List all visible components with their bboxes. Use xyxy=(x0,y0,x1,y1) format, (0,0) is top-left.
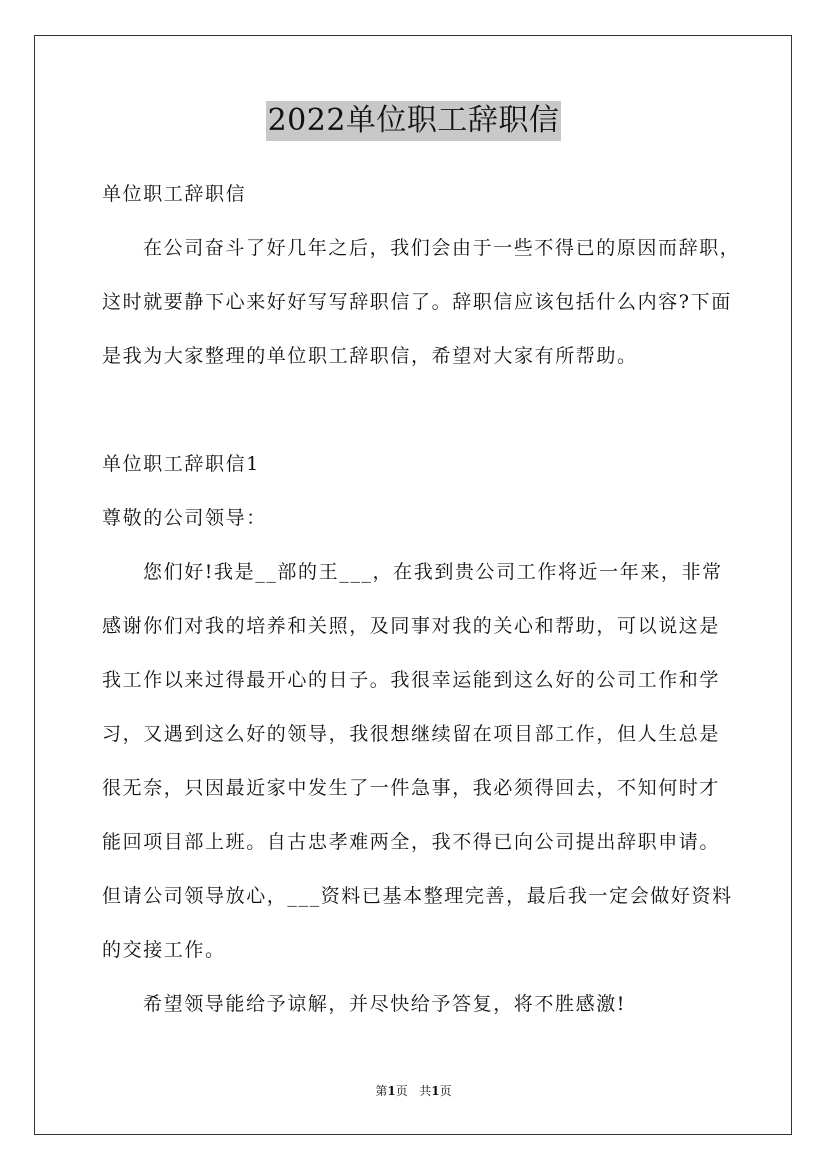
footer-total-prefix: 共 xyxy=(419,1084,432,1098)
body-line: 习，又遇到这么好的领导，我很想继续留在项目部工作，但人生总是 xyxy=(102,723,721,745)
body-line: 我工作以来过得最开心的日子。我很幸运能到这么好的公司工作和学 xyxy=(102,669,721,691)
closing-line: 希望领导能给予谅解，并尽快给予答复，将不胜感激! xyxy=(143,993,627,1015)
body-line: 您们好!我是__部的王___，在我到贵公司工作将近一年来，非常 xyxy=(143,561,723,583)
body-line: 很无奈，只因最近家中发生了一件急事，我必须得回去，不知何时才 xyxy=(102,777,721,799)
footer-page-prefix: 第 xyxy=(375,1084,388,1098)
title-container xyxy=(0,101,827,141)
intro-line: 在公司奋斗了好几年之后，我们会由于一些不得已的原因而辞职， xyxy=(143,237,741,259)
footer-total-number: 1 xyxy=(431,1084,440,1098)
document-title: 2022单位职工辞职信 xyxy=(266,101,562,141)
body-line: 感谢你们对我的培养和关照，及同事对我的关心和帮助，可以说这是 xyxy=(102,615,721,637)
body-line: 但请公司领导放心，___资料已基本整理完善，最后我一定会做好资料 xyxy=(102,885,733,907)
body-line: 能回项目部上班。自古忠孝难两全，我不得已向公司提出辞职申请。 xyxy=(102,831,721,853)
intro-line: 是我为大家整理的单位职工辞职信，希望对大家有所帮助。 xyxy=(102,345,638,367)
body-line: 的交接工作。 xyxy=(102,939,226,961)
salutation: 尊敬的公司领导： xyxy=(102,507,267,529)
footer-page-label: 页 xyxy=(395,1084,408,1098)
document-heading: 单位职工辞职信 xyxy=(102,183,247,205)
footer-total-label: 页 xyxy=(439,1084,452,1098)
letter-title: 单位职工辞职信1 xyxy=(102,453,260,475)
intro-line: 这时就要静下心来好好写写辞职信了。辞职信应该包括什么内容?下面 xyxy=(102,291,732,313)
footer-page-number: 1 xyxy=(387,1084,396,1098)
page-footer xyxy=(0,1083,827,1099)
